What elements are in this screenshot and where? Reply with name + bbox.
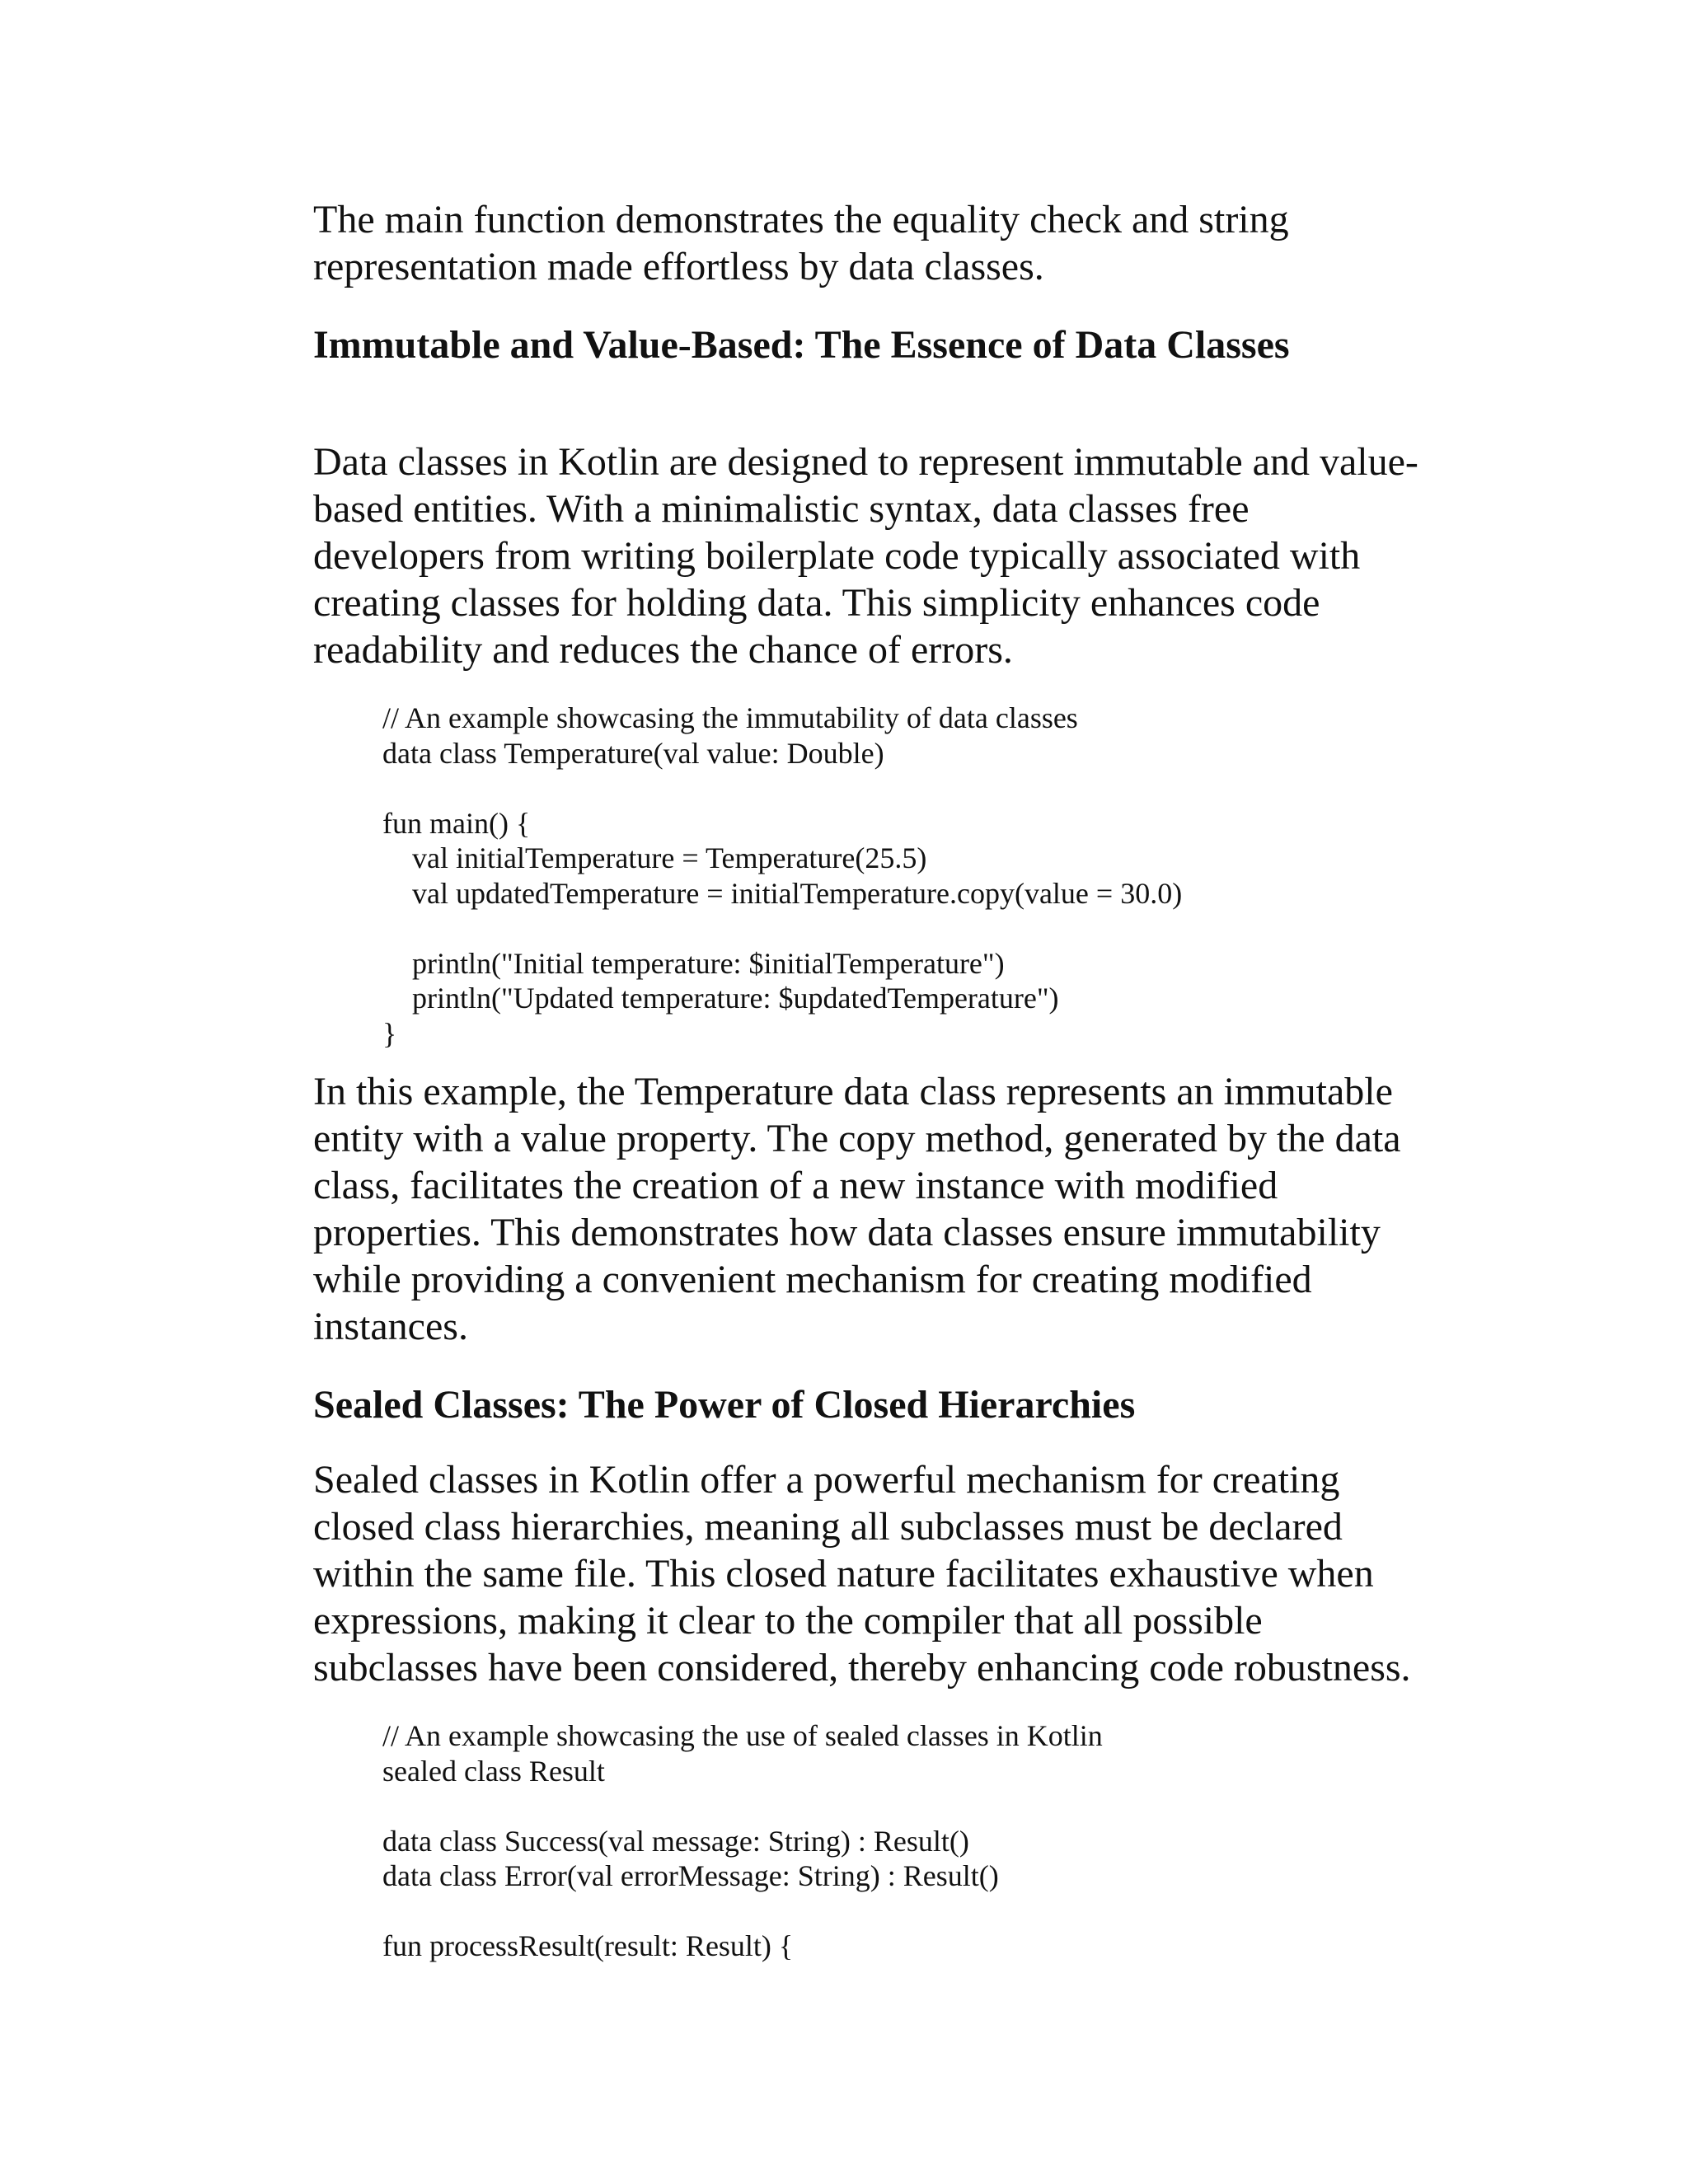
paragraph-sealed-classes: Sealed classes in Kotlin offer a powerful mechanism for creating closed class hierarchies, meaning all subclasses must be declared within the same file. This closed nature facilitates exhaustive when expressions, making it clear to the compiler that all possible subclasses have been considered, thereby enhancing code robustness. <box>313 1458 1411 1690</box>
paragraph-main-function: The main function demonstrates the equality check and string representation made effortless by data classes. <box>313 198 1289 288</box>
section-heading-sealed: Sealed Classes: The Power of Closed Hierarchies <box>313 1383 1136 1427</box>
section-heading-immutable: Immutable and Value-Based: The Essence of Data Classes <box>313 323 1290 367</box>
paragraph-data-classes: Data classes in Kotlin are designed to represent immutable and value- based entities. With a minimalistic syntax, data classes free developers from writing boilerplate code typically associated with creating classes for holding data. This simplicity enhances code readability and reduces the chance of errors. <box>313 440 1418 672</box>
code-block-temperature: // An example showcasing the immutability of data classes data class Temperature(val value: Double) fun main() { val initialTemperature = Temperature(25.5) val updatedTemperature = initialTemperature.copy(value = 30.0) println("Initial temperature: $initialTemperature") println("Updated temperature: $updatedTemperature") } <box>382 701 1183 1050</box>
paragraph-temperature-example: In this example, the Temperature data class represents an immutable entity with a value property. The copy method, generated by the data class, facilitates the creation of a new instance with modified properties. This demonstrates how data classes ensure immutability while providing a convenient mechanism for creating modified instances. <box>313 1070 1401 1348</box>
code-block-sealed: // An example showcasing the use of sealed classes in Kotlin sealed class Result data class Success(val message: String) : Result() data class Error(val errorMessage: String) : Result() fun processResult(result: Result) { <box>382 1719 1103 1962</box>
